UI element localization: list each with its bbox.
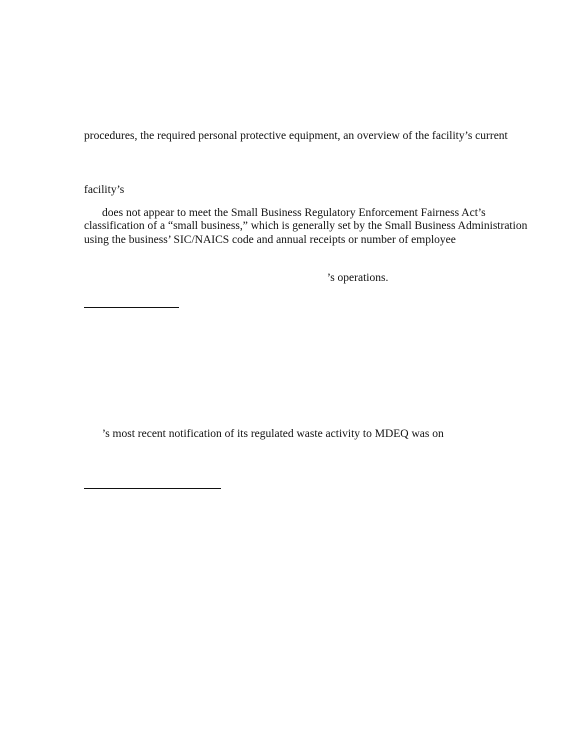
section-heading-underline-2 xyxy=(84,488,221,489)
paragraph-small-business-line-1: does not appear to meet the Small Business Regulatory Enforcement Fairness Act’s xyxy=(102,207,486,219)
paragraph-small-business-line-3: using the business’ SIC/NAICS code and annual receipts or number of employee xyxy=(84,234,456,246)
section-heading-underline xyxy=(84,307,179,308)
paragraph-small-business-line-2: classification of a “small business,” which is generally set by the Small Business Administration xyxy=(84,220,528,232)
paragraph-procedures-line: procedures, the required personal protective equipment, an overview of the facility’s current xyxy=(84,130,508,142)
paragraph-notification-line: ’s most recent notification of its regulated waste activity to MDEQ was on xyxy=(102,428,444,440)
paragraph-operations-fragment: ’s operations. xyxy=(327,272,389,284)
paragraph-facility-fragment: facility’s xyxy=(84,184,125,196)
